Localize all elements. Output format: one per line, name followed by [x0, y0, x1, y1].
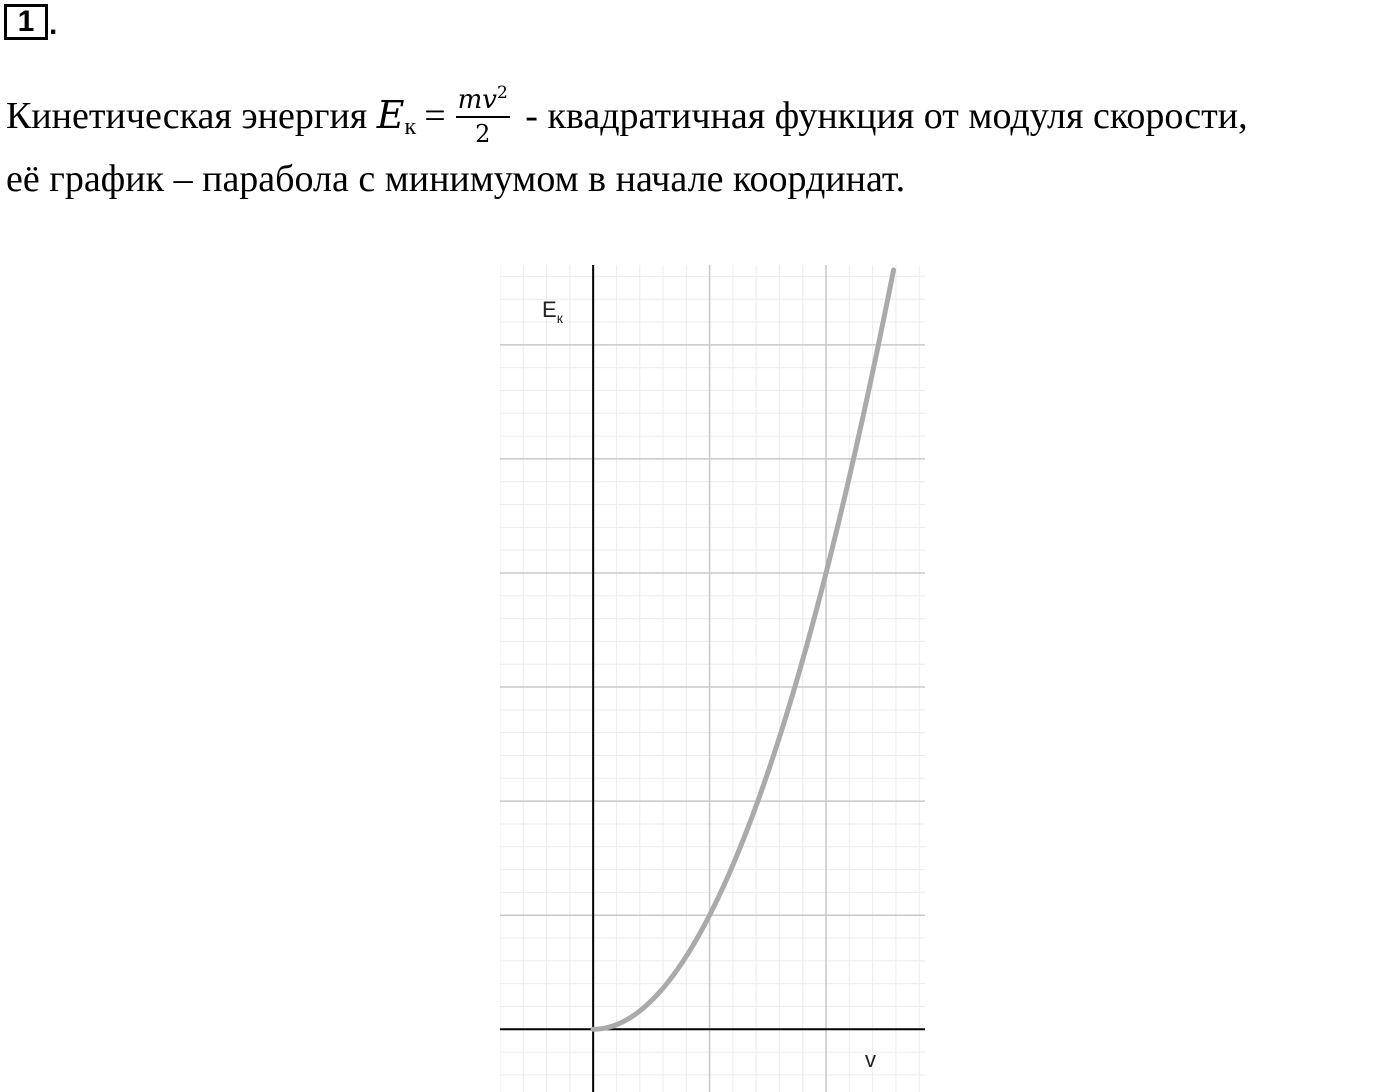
formula-fraction	[456, 85, 510, 146]
y-axis-label-subscript: к	[556, 310, 563, 326]
formula-equals: =	[424, 95, 446, 138]
text-line-1-end: - квадратичная функция от модуля скорости,	[525, 95, 1248, 138]
formula-symbol: E	[376, 93, 405, 138]
x-axis-label: v	[865, 1047, 876, 1072]
text-line-1	[6, 83, 1248, 150]
task-number-value: 1	[17, 5, 35, 38]
task-number-box	[4, 4, 48, 40]
text-line-1-start: Кинетическая энергия	[6, 95, 368, 138]
formula-numerator-text: mv	[457, 85, 497, 115]
y-axis-label: $E_к$	[542, 297, 563, 326]
formula-subscript: к	[404, 114, 417, 141]
formula-denominator: 2	[475, 120, 491, 148]
task-number	[4, 4, 57, 40]
task-number-suffix: .	[49, 8, 58, 41]
major-grid	[500, 265, 925, 1092]
parabola-graph	[500, 265, 925, 1092]
text-line-2: её график – парабола с минимумом в начале координат.	[6, 158, 906, 200]
formula-exponent: 2	[496, 83, 508, 103]
minor-grid	[500, 265, 925, 1092]
formula-numerator	[456, 85, 510, 118]
